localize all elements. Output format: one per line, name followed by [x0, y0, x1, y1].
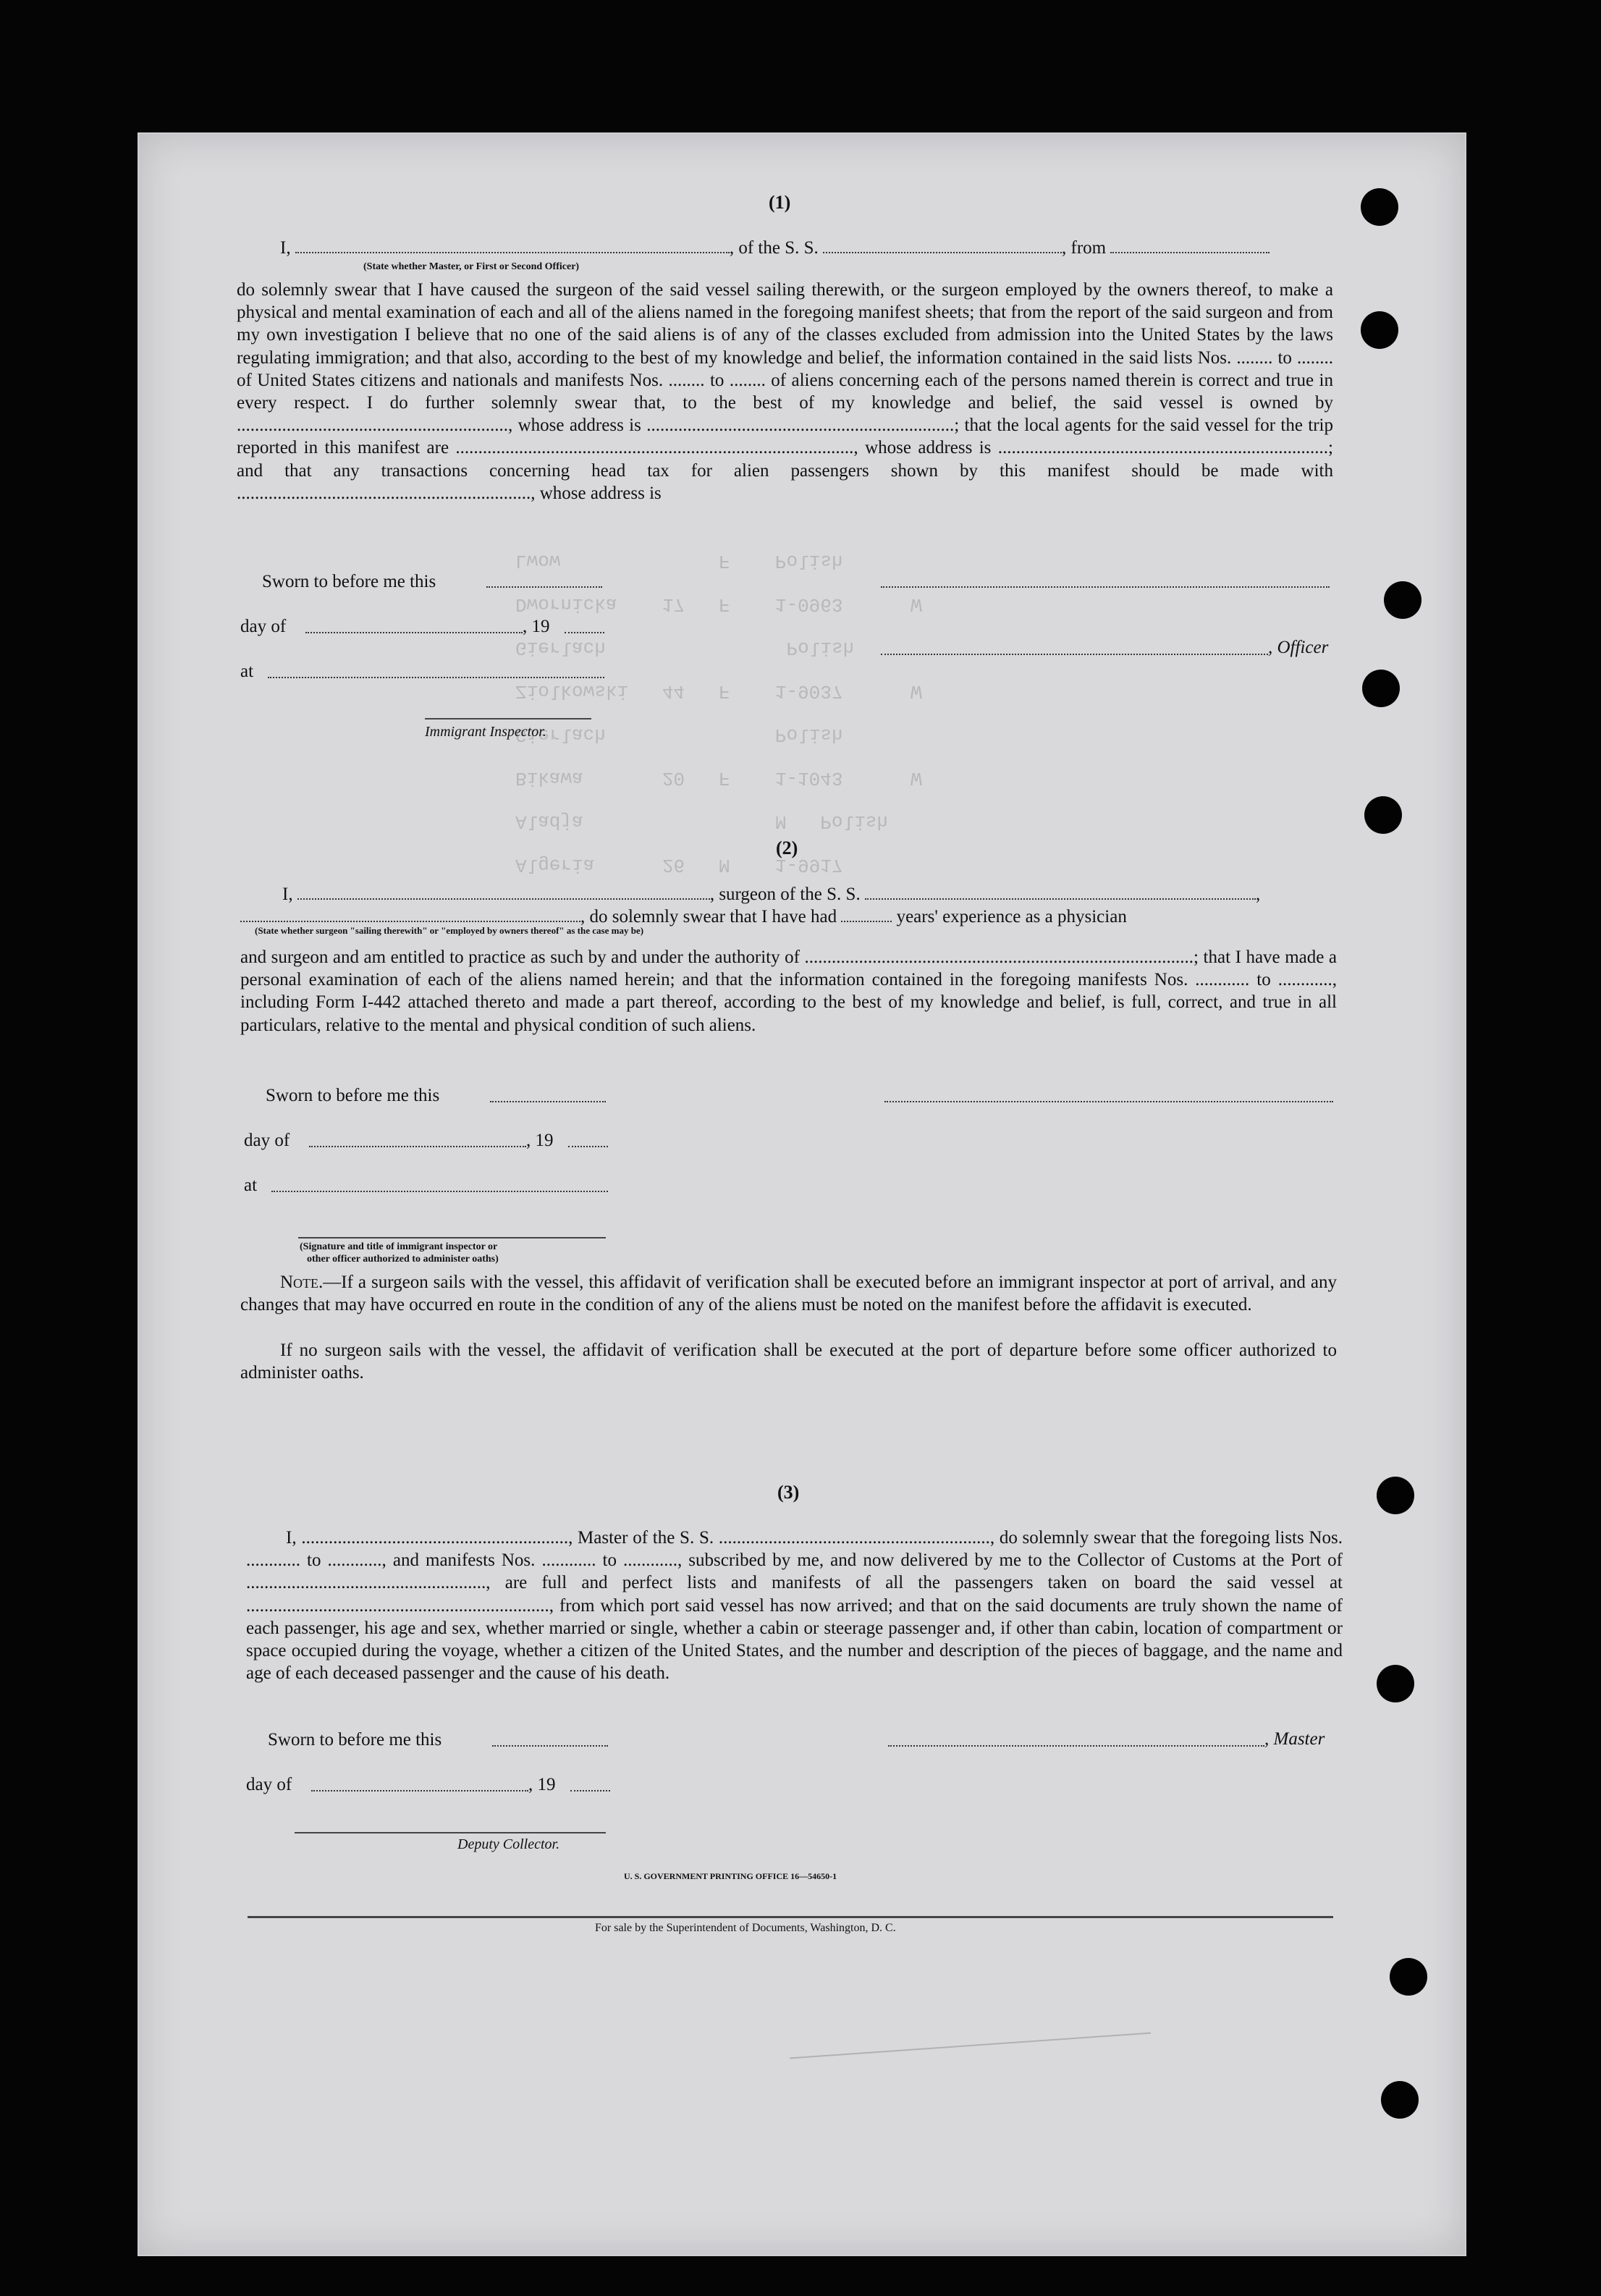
section2-sworn: Sworn to before me this — [266, 1086, 440, 1105]
binder-hole — [1384, 581, 1422, 619]
section2-note — [240, 1271, 1337, 1316]
section2-body: and surgeon and am entitled to practice as such by and under the authority of ......................................................................................; that I have made a personal examination of each of the aliens named herein; and that the information contained in the foregoing manifests Nos. ............ to ............, including Form I-442 attached thereto and made a part thereof, according to the best of my knowledge and belief, is full, correct, and true in all particulars, relative to the mental and physical condition of such aliens. — [240, 947, 1337, 1035]
section3-year: , 19 — [528, 1775, 556, 1794]
note-label: Note. — [280, 1272, 324, 1292]
section1-sworn: Sworn to before me this — [262, 572, 436, 591]
section2-line2: , do solemnly swear that I have had years' experience as a physician — [240, 906, 1127, 928]
binder-hole — [1390, 1958, 1427, 1996]
section3-sworn: Sworn to before me this — [268, 1730, 442, 1750]
document-page — [138, 132, 1466, 2256]
section2-note2: If no surgeon sails with the vessel, the affidavit of verification shall be executed at the port of departure before some officer authorized to administer oaths. — [240, 1341, 1337, 1383]
section1-year: , 19 — [523, 617, 550, 636]
section2-number: (2) — [776, 837, 798, 858]
section1-officer: , Officer — [1268, 638, 1329, 657]
sale-notice: For sale by the Superintendent of Documents, Washington, D. C. — [595, 1922, 896, 1934]
binder-hole — [1364, 796, 1402, 834]
section3-master: , Master — [1264, 1729, 1325, 1749]
bleed-through: Algeria 26 M 1-9917 Aladja M Polish Bikawa 20 F 1-1043 W Gierlach Polish Ziolkowski 44 F 1-9037 W Gierlach Polish Dwornicka 17 F 1-0963 W Lwow F Polish — [515, 550, 922, 876]
section1-number: (1) — [769, 192, 791, 213]
faint-stamp — [790, 2033, 1153, 2088]
binder-hole — [1361, 311, 1398, 349]
printing-office: U. S. GOVERNMENT PRINTING OFFICE 16—54650-1 — [624, 1871, 837, 1881]
binder-hole — [1377, 1665, 1414, 1702]
section1-caption: (State whether Master, or First or Second Officer) — [363, 261, 580, 272]
section2-sig-caption-2: other officer authorized to administer oaths) — [307, 1254, 499, 1265]
section2-caption: (State whether surgeon "sailing therewith" or "employed by owners thereof" as the case may be) — [255, 925, 644, 936]
section3-number: (3) — [777, 1482, 800, 1503]
section2-year: , 19 — [526, 1131, 554, 1150]
binder-hole — [1362, 670, 1400, 707]
section1-body: do solemnly swear that I have caused the surgeon of the said vessel sailing therewith, or the surgeon employed by the owners thereof, to make a physical and mental examination of each and all of the aliens named in the foregoing manifest sheets; that from the report of the said surgeon and from my own investigation I believe that no one of the said aliens is of any of the classes excluded from admission into the United States by the laws regulating immigration; and that also, according to the best of my knowledge and belief, the information contained in the said lists Nos. ........ to ........ of United States citizens and nationals and manifests Nos. ........ to ........ of aliens concerning each of the persons named therein is correct and true in every respect. I do further solemnly swear that, to the best of my knowledge and belief, the said vessel is owned by ............................................................, whose address is ....................................................................; that the local agents for the said vessel for the trip reported in this manifest are ........................................................................................, whose address is .........................................................................; and that any transactions concerning head tax for alien passengers shown by this manifest should be made with ................................................................., whose address is — [237, 280, 1333, 503]
binder-hole — [1377, 1477, 1414, 1514]
section1-day-of: day of — [240, 617, 287, 636]
section3-day-of: day of — [246, 1775, 292, 1794]
section2-at: at — [244, 1176, 258, 1195]
binder-hole — [1381, 2081, 1419, 2119]
note-text: —If a surgeon sails with the vessel, this affidavit of verification shall be executed before an immigrant inspector at port of arrival, and any changes that may have occurred en route in the condition of any of the aliens must be noted on the manifest before the affidavit is executed. — [240, 1272, 1337, 1315]
section3-body: I, ..........................................................., Master of the S. S. ............................................................, do solemnly swear that the foregoing lists Nos. ............ to ............, and manifests Nos. ............ to ............, subscribed by me, and now delivered by me to the Collector of Customs at the Port of ....................................................., are full and perfect lists and manifests of all the passengers taken on board the said vessel at ..................................................................., from which port said vessel has now arrived; and that on the said documents are truly shown the name of each passenger, his age and sex, whether married or single, whether a cabin or steerage passenger and, if other than cabin, location of compartment or space occupied during the voyage, whether a citizen of the United States, and the number and description of the pieces of baggage, and the name and age of each deceased passenger and the cause of his death. — [246, 1528, 1343, 1684]
section2-line1: I, , surgeon of the S. S. , — [282, 885, 1261, 904]
section1-line1: I, , of the S. S. , from — [280, 237, 1270, 259]
section3-collector: Deputy Collector. — [457, 1836, 560, 1852]
section1-inspector: Immigrant Inspector. — [425, 724, 546, 740]
section1-at: at — [240, 662, 254, 681]
binder-hole — [1361, 188, 1398, 226]
section2-sig-caption-1: (Signature and title of immigrant inspector or — [300, 1241, 498, 1252]
section2-day-of: day of — [244, 1131, 290, 1150]
